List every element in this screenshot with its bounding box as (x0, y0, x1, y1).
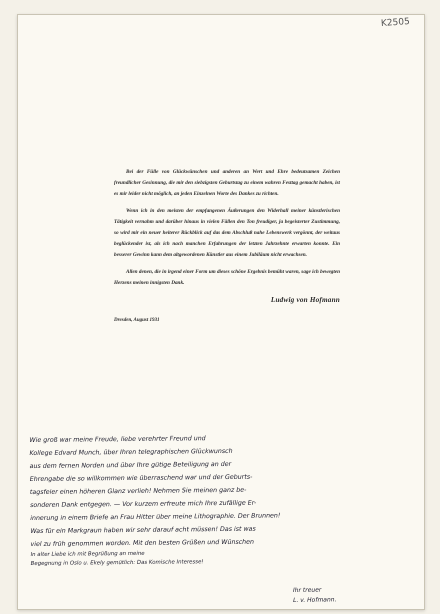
handwritten-line: Kollege Edvard Munch, über Ihren telegraphischen Glückwunsch (29, 447, 233, 458)
handwritten-line: aus dem fernen Norden und über Ihre gütige Beteiligung an der (29, 460, 232, 471)
handwritten-line: Ehrengabe die so willkommen wie überraschend war und der Geburts- (29, 473, 253, 484)
archive-number: K2505 (380, 17, 411, 29)
letter-page (17, 14, 425, 610)
handwritten-line: Was für ein Markgraun haben wir sehr darauf acht müssen! Das ist was (30, 525, 256, 536)
handwritten-small-line: Begegnung in Oslo u. Ekely gemütlich: Das Komische Interesse! (30, 559, 204, 568)
handwritten-line: Wie groß war meine Freude, liebe verehrter Freund und (29, 435, 206, 445)
closing-line: Ihr treuer (292, 586, 322, 595)
handwritten-line: viel zu früh genommen worden. Mit den besten Grüßen und Wünschen (30, 538, 255, 549)
printed-paragraph-3: Allen denen, die in irgend einer Form um dieses schöne Ergebnis bemüht waren, sage ich bewegten Herzens meinen innigsten Dank. (114, 269, 340, 286)
handwritten-line: innerung in einem Briefe an Frau Hitter über meine Lithographie. Der Brunnen! (30, 512, 281, 523)
handwritten-line: tagsfeier einen höheren Glanz verlieh! Nehmen Sie meinen ganz be- (29, 486, 247, 497)
dateline: Dresden, August 1931 (114, 318, 160, 323)
printed-paragraph-1: Bei der Fülle von Glückwünschen und anderen an Wert und Ehre bedeutsamen Zeichen freundlicher Gesinnung, die mir den siebzigsten Geburtstag zu einem wahren Festtag gemacht haben, ist es mir leider nicht möglich, an jeden Einzelnen Worte des Dankes zu richten. (114, 169, 340, 197)
handwritten-small-line: In alter Liebe ich mit Begrüßung an meine (30, 550, 145, 559)
handwritten-note (29, 430, 414, 569)
printed-thank-you-note (114, 167, 340, 326)
handwritten-line: sonderen Dank entgegen. — Vor kurzem erfreute mich Ihre zufällige Er- (30, 499, 257, 510)
handwritten-closing (293, 584, 413, 606)
closing-signature: L. v. Hofmann. (293, 596, 337, 605)
printed-signature: Ludwig von Hofmann (270, 296, 340, 304)
printed-paragraph-2: Wenn ich in den meisten der empfangenen Äußerungen den Widerhall meiner künstlerischen Tätigkeit vernahm und darüber hinaus in vielen Fällen den Ton freudiger, ja begeisterter Zustimmung, so wird mir ein neuer heiterer Rückblick auf das dem Abschluß nahe Lebenswerk vergönnt, der weitaus beglückender ist, als ich nach manchen Erfahrungen der letzten Jahrzehnte erwarten konnte. Ein besserer Gewinn kann dem altgewordenen Künstler aus einem Jubiläum nicht erwachsen. (114, 208, 340, 258)
